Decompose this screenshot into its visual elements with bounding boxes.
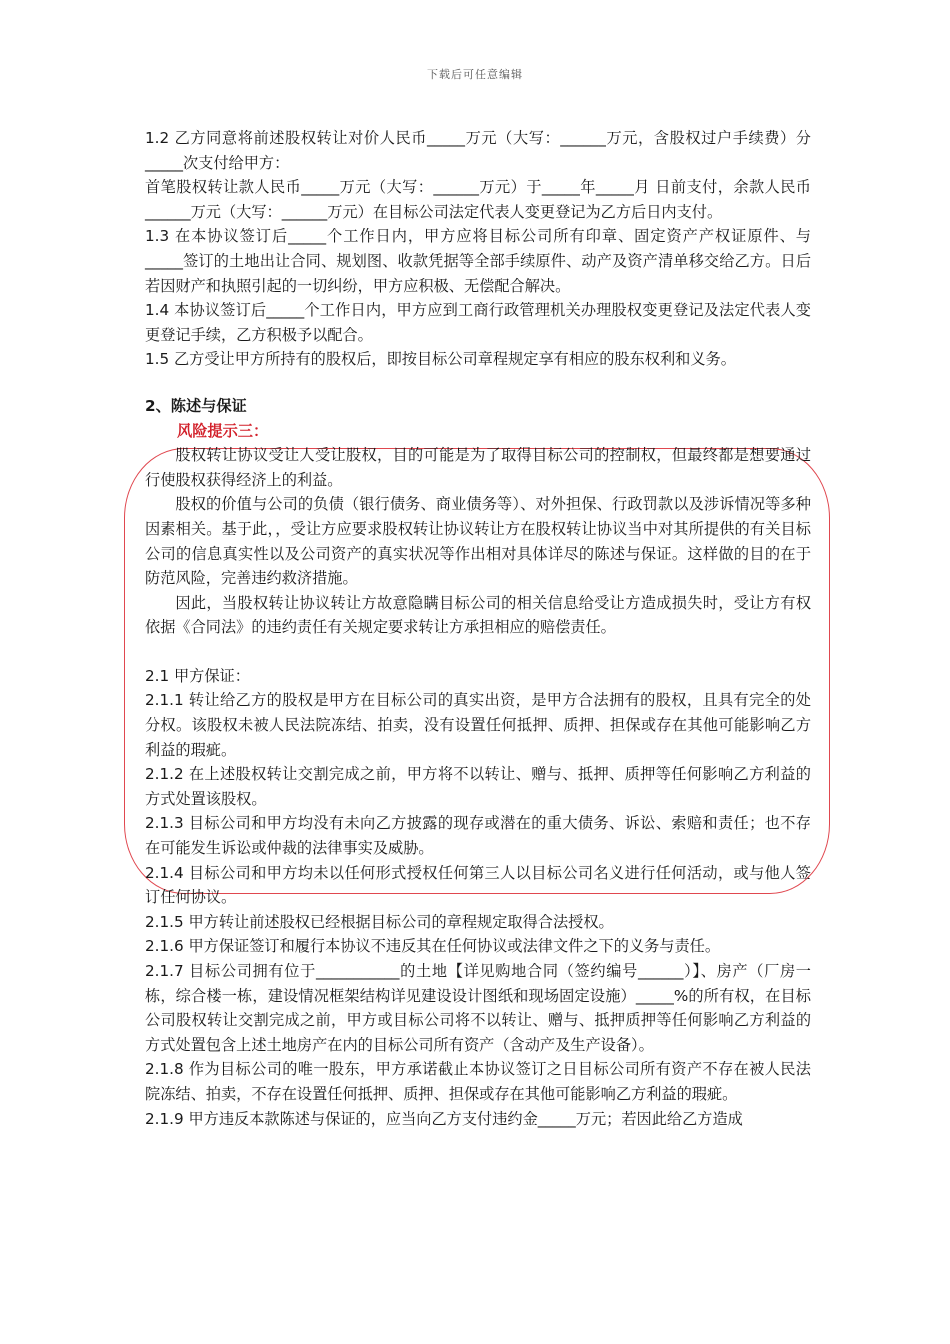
clause-1-5: 1.5 乙方受让甲方所持有的股权后，即按目标公司章程规定享有相应的股东权利和义务。 [145, 350, 736, 369]
document-body [145, 126, 811, 1131]
clause-1-2: 1.2 乙方同意将前述股权转让对价人民币_____万元（大写：______万元，含股权过户手续费）分_____次支付给甲方： [145, 129, 811, 172]
clause-2-1-8: 2.1.8 作为目标公司的唯一股东，甲方承诺截止本协议签订之日目标公司所有资产不存在被人民法院冻结、拍卖，不存在设置任何抵押、质押、担保或存在其他可能影响乙方利益的瑕疵。 [145, 1060, 811, 1103]
clause-1-3: 1.3 在本协议签订后_____个工作日内，甲方应将目标公司所有印章、固定资产产权证原件、与_____签订的土地出让合同、规划图、收款凭据等全部手续原件、动产及资产清单移交给乙方。日后若因财产和执照引起的一切纠纷，甲方应积极、无偿配合解决。 [145, 227, 811, 295]
clause-2-1-1: 2.1.1 转让给乙方的股权是甲方在目标公司的真实出资，是甲方合法拥有的股权，且具有完全的处分权。该股权未被人民法院冻结、拍卖，没有设置任何抵押、质押、担保或存在其他可能影响乙方利益的瑕疵。 [145, 691, 811, 759]
clause-2-1-3: 2.1.3 目标公司和甲方均没有未向乙方披露的现存或潜在的重大债务、诉讼、索赔和责任；也不存在可能发生诉讼或仲裁的法律事实及威胁。 [145, 814, 811, 858]
clause-2-1-4: 2.1.4 目标公司和甲方均未以任何形式授权任何第三人以目标公司名义进行任何活动，或与他人签订任何协议。 [145, 863, 811, 907]
risk-paragraph: 股权的价值与公司的负债（银行债务、商业债务等）、对外担保、行政罚款以及涉诉情况等多种因素相关。基于此，，受让方应要求股权转让协议转让方在股权转让协议当中对其所提供的有关目标公司的信息真实性以及公司资产的真实状况等作出相对具体详尽的陈述与保证。这样做的目的在于防范风险，完善违约救济措施。 [145, 495, 811, 588]
clause-1-2-payment: 首笔股权转让款人民币_____万元（大写：______万元）于_____年_____月 日前支付，余款人民币______万元（大写：______万元）在目标公司法定代表人变更登记为乙方后日内支付。 [145, 178, 811, 221]
clause-1-4: 1.4 本协议签订后_____个工作日内，甲方应到工商行政管理机关办理股权变更登记及法定代表人变更登记手续，乙方积极予以配合。 [145, 301, 811, 344]
clause-2-1-6: 2.1.6 甲方保证签订和履行本协议不违反其在任何协议或法律文件之下的义务与责任。 [145, 937, 721, 956]
risk-tip-title: 风险提示三： [177, 421, 269, 440]
clause-2-1-5: 2.1.5 甲方转让前述股权已经根据目标公司的章程规定取得合法授权。 [145, 912, 614, 931]
clause-2-1-9: 2.1.9 甲方违反本款陈述与保证的，应当向乙方支付违约金_____万元；若因此给乙方造成 [145, 1109, 743, 1128]
section-title: 2、陈述与保证 [145, 396, 247, 415]
page-header: 下载后可任意编辑 [427, 68, 523, 81]
clause-2-1-2: 2.1.2 在上述股权转让交割完成之前，甲方将不以转让、赠与、抵押、质押等任何影响乙方利益的方式处置该股权。 [145, 765, 811, 808]
risk-paragraph: 股权转让协议受让人受让股权，目的可能是为了取得目标公司的控制权，但最终都是想要通过行使股权获得经济上的利益。 [145, 446, 811, 489]
risk-paragraph: 因此，当股权转让协议转让方故意隐瞒目标公司的相关信息给受让方造成损失时，受让方有权依据《合同法》的违约责任有关规定要求转让方承担相应的赔偿责任。 [145, 593, 811, 637]
clause-2-1-7: 2.1.7 目标公司拥有位于___________的土地【详见购地合同（签约编号______）】、房产（厂房一栋，综合楼一栋，建设情况框架结构详见建设设计图纸和现场固定设施）_____%的所有权，在目标公司股权转让交割完成之前，甲方或目标公司将不以转让、赠与、抵押质押等任何影响乙方利益的方式处置包含上述土地房产在内的目标公司所有资产（含动产及生产设备）。 [145, 962, 811, 1054]
clause-2-1: 2.1 甲方保证： [145, 666, 250, 685]
